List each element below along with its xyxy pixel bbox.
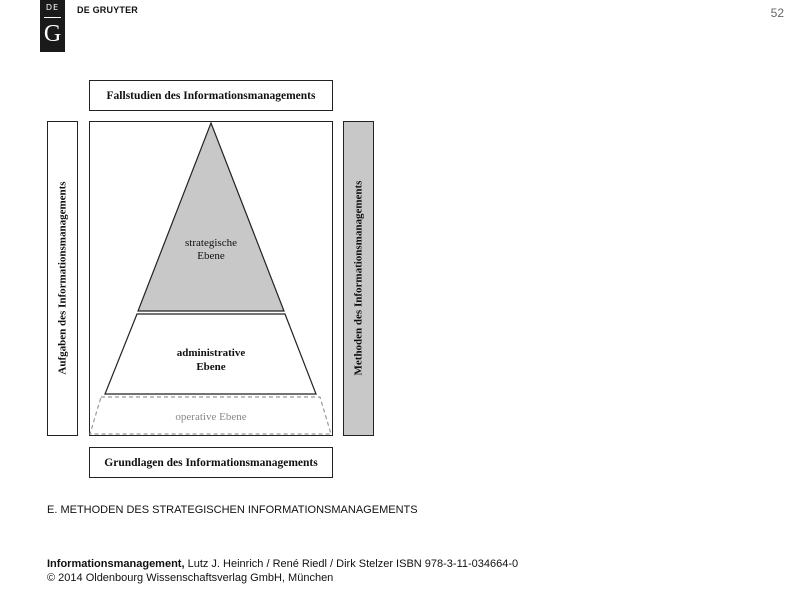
strategic-level-label-line1: strategische: [185, 237, 237, 249]
logo-top-letters: DE: [45, 3, 60, 12]
case-studies-label: Fallstudien des Informationsmanagements: [106, 89, 316, 102]
section-title: E. METHODEN DES STRATEGISCHEN INFORMATIONSMANAGEMENTS: [47, 504, 418, 516]
foundations-box: [89, 447, 333, 478]
strategic-level-label-line2: Ebene: [197, 250, 225, 262]
citation-footer: [47, 557, 518, 585]
logo-bottom-letter: G: [43, 21, 62, 47]
foundations-label: Grundlagen des Informationsmanagements: [104, 456, 318, 469]
citation-line: [47, 557, 518, 571]
page-number: 52: [770, 6, 784, 20]
administrative-level-label-line1: administrative: [176, 347, 246, 359]
operative-level-label: operative Ebene: [175, 411, 247, 423]
authors-isbn: Lutz J. Heinrich / René Riedl / Dirk Stelzer ISBN 978-3-11-034664-0: [184, 558, 519, 570]
administrative-level-label-line2: Ebene: [196, 361, 226, 373]
book-title: Informationsmanagement,: [47, 558, 185, 570]
methods-vertical-label: Methoden des Informationsmanagements: [352, 180, 365, 376]
copyright-line: © 2014 Oldenbourg Wissenschaftsverlag GmbH, München: [47, 572, 334, 584]
tasks-vertical-label: Aufgaben des Informationsmanagements: [56, 181, 69, 375]
brand-name: DE GRUYTER: [77, 5, 139, 15]
